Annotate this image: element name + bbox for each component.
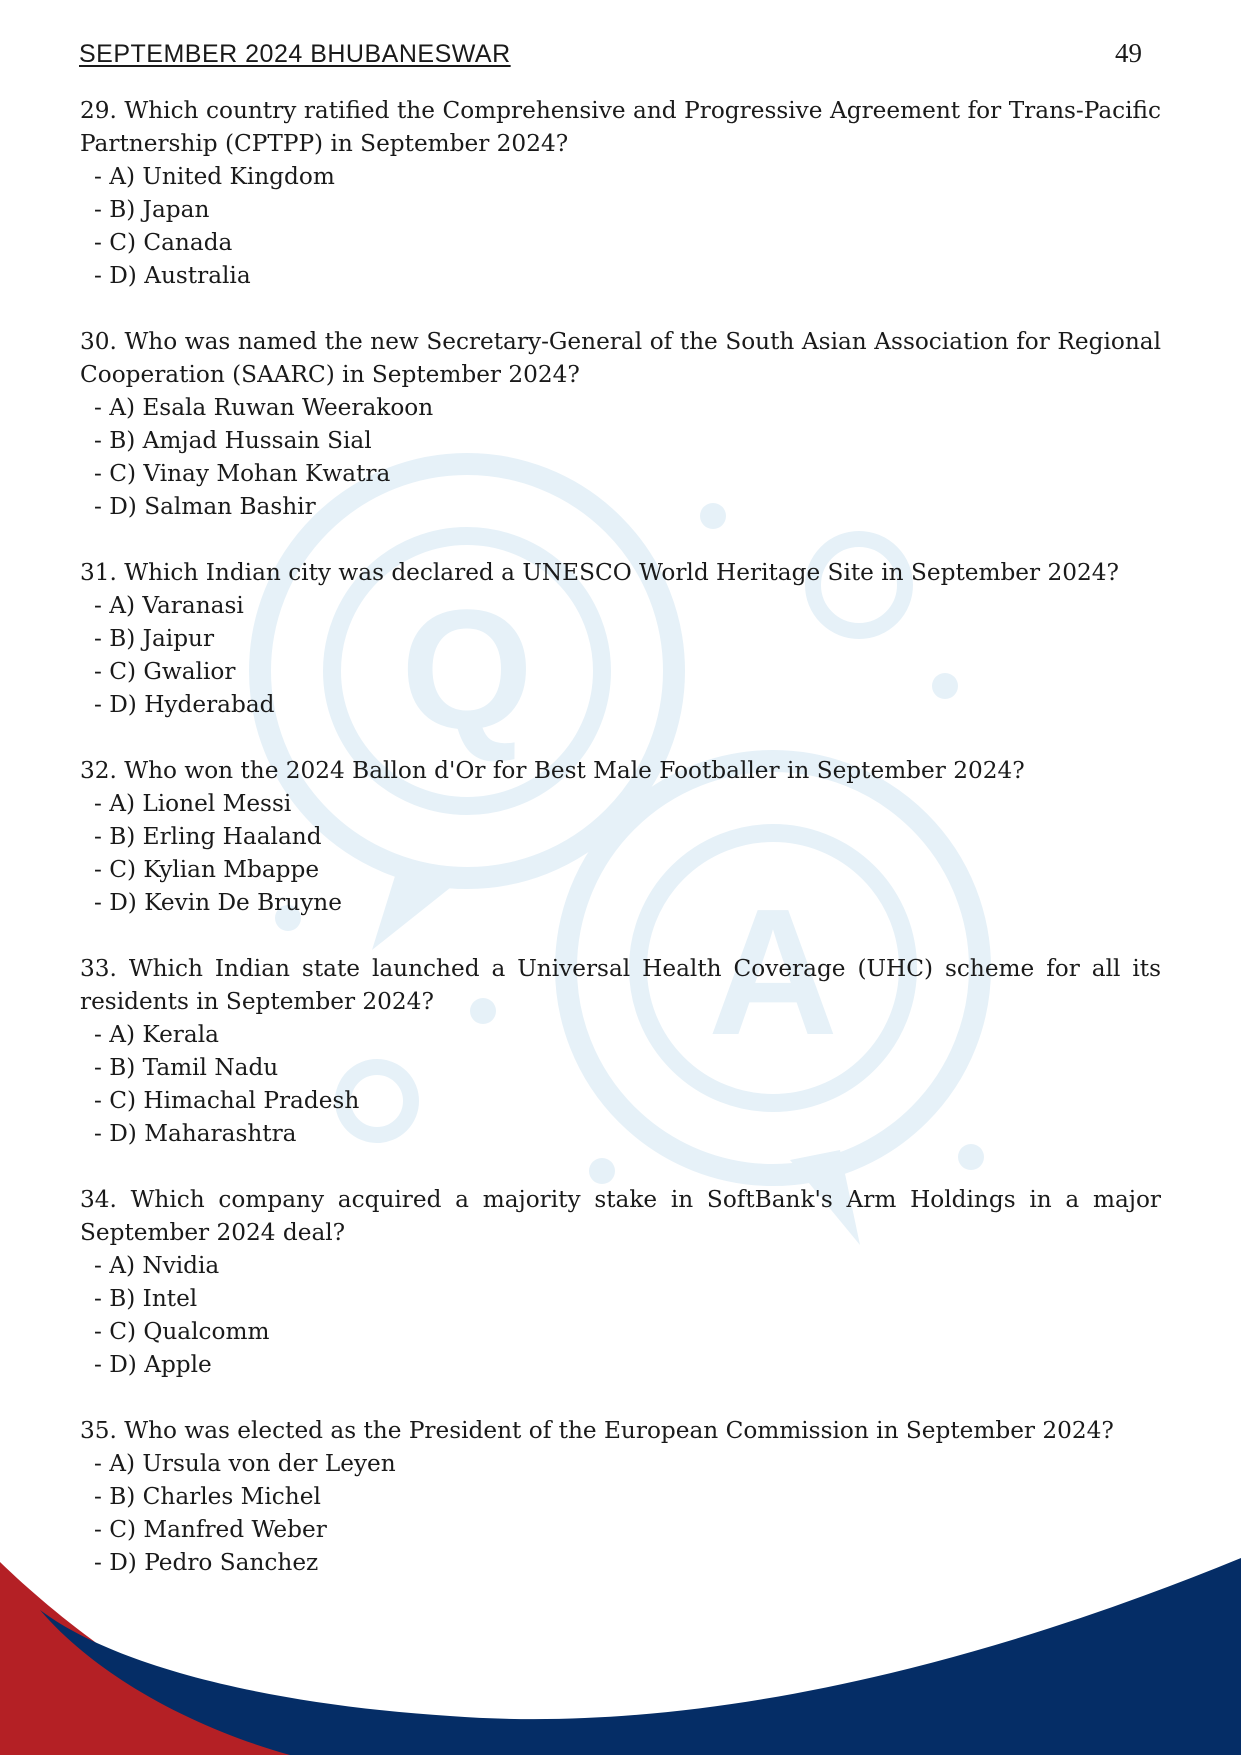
option-b: - B) Jaipur xyxy=(94,625,215,652)
question-item xyxy=(80,556,1161,721)
document-header-title: SEPTEMBER 2024 BHUBANESWAR xyxy=(79,40,511,68)
question-text: 32. Who won the 2024 Ballon d'Or for Best Male Footballer in September 2024? xyxy=(80,757,1025,784)
option-a: - A) Varanasi xyxy=(94,592,244,619)
question-text: 33. Which Indian state launched a Universal Health Coverage (UHC) scheme for all its residents in September 2024? xyxy=(80,955,1161,1015)
question-text: 31. Which Indian city was declared a UNESCO World Heritage Site in September 2024? xyxy=(80,559,1119,586)
question-text: 29. Which country ratified the Comprehensive and Progressive Agreement for Trans-Pacific Partnership (CPTPP) in September 2024? xyxy=(80,97,1161,157)
question-item xyxy=(80,1183,1161,1381)
option-d: - D) Apple xyxy=(94,1351,212,1378)
option-d: - D) Salman Bashir xyxy=(94,493,316,520)
option-b: - B) Erling Haaland xyxy=(94,823,322,850)
questions-list xyxy=(80,94,1161,1612)
option-c: - C) Manfred Weber xyxy=(94,1516,327,1543)
option-b: - B) Japan xyxy=(94,196,210,223)
option-c: - C) Vinay Mohan Kwatra xyxy=(94,460,391,487)
option-b: - B) Tamil Nadu xyxy=(94,1054,279,1081)
question-item xyxy=(80,325,1161,523)
option-c: - C) Kylian Mbappe xyxy=(94,856,320,883)
option-b: - B) Charles Michel xyxy=(94,1483,321,1510)
question-item xyxy=(80,952,1161,1150)
option-c: - C) Gwalior xyxy=(94,658,236,685)
option-a: - A) Nvidia xyxy=(94,1252,220,1279)
option-a: - A) Kerala xyxy=(94,1021,219,1048)
question-text: 35. Who was elected as the President of the European Commission in September 2024? xyxy=(80,1417,1114,1444)
question-text: 34. Which company acquired a majority stake in SoftBank's Arm Holdings in a major September 2024 deal? xyxy=(80,1186,1161,1246)
watermark-letter-q: Q xyxy=(400,575,534,765)
option-a: - A) Esala Ruwan Weerakoon xyxy=(94,394,434,421)
option-b: - B) Amjad Hussain Sial xyxy=(94,427,372,454)
option-d: - D) Pedro Sanchez xyxy=(94,1549,319,1576)
option-b: - B) Intel xyxy=(94,1285,198,1312)
option-d: - D) Australia xyxy=(94,262,251,289)
option-a: - A) Ursula von der Leyen xyxy=(94,1450,396,1477)
option-d: - D) Kevin De Bruyne xyxy=(94,889,342,916)
watermark-letter-a: A xyxy=(708,872,838,1073)
option-d: - D) Hyderabad xyxy=(94,691,275,718)
question-text: 30. Who was named the new Secretary-General of the South Asian Association for Regional Cooperation (SAARC) in September 2024? xyxy=(80,328,1161,388)
question-item xyxy=(80,1414,1161,1579)
option-c: - C) Himachal Pradesh xyxy=(94,1087,360,1114)
option-d: - D) Maharashtra xyxy=(94,1120,297,1147)
option-a: - A) United Kingdom xyxy=(94,163,335,190)
option-c: - C) Canada xyxy=(94,229,233,256)
question-item xyxy=(80,94,1161,292)
page-number: 49 xyxy=(1115,38,1142,68)
option-c: - C) Qualcomm xyxy=(94,1318,270,1345)
option-a: - A) Lionel Messi xyxy=(94,790,292,817)
question-item xyxy=(80,754,1161,919)
